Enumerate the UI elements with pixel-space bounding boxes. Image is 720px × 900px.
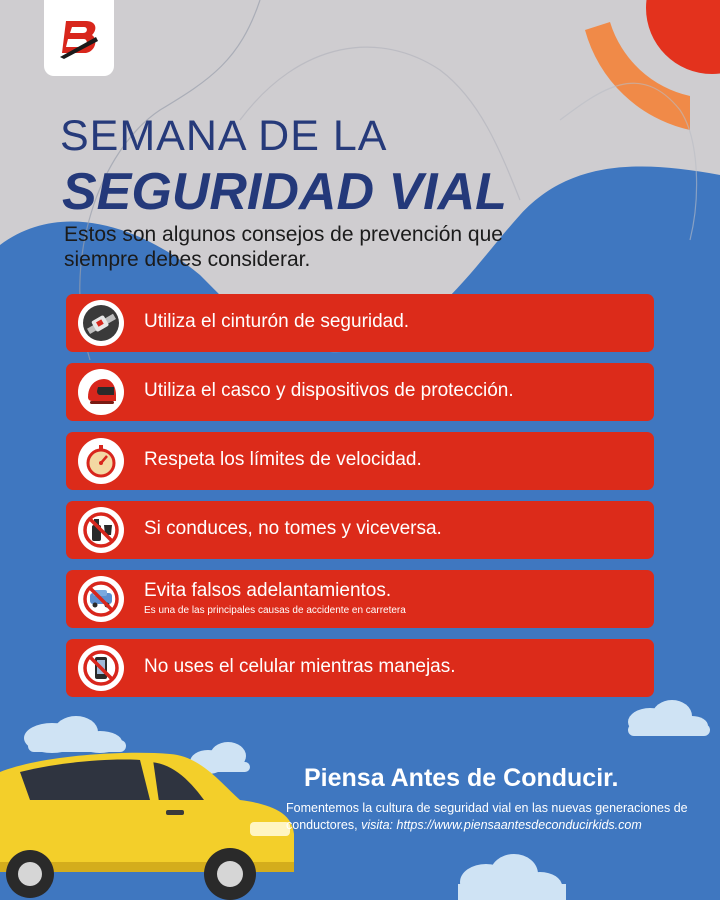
tip-label: Si conduces, no tomes y viceversa.: [144, 518, 442, 539]
page-title-line2: SEGURIDAD VIAL: [62, 163, 507, 221]
no-overtaking-icon: [78, 576, 124, 622]
no-phone-icon: [78, 645, 124, 691]
tip-seatbelt: [66, 294, 654, 352]
brand-logo: [44, 0, 114, 76]
footer-description: [286, 800, 716, 834]
bridgestone-b-logo-icon: [56, 17, 102, 61]
tips-list: [66, 294, 654, 708]
tip-no-phone: [66, 639, 654, 697]
footer-visit-label: visita:: [361, 818, 394, 832]
tip-no-alcohol: [66, 501, 654, 559]
footer-title: Piensa Antes de Conducir.: [304, 764, 619, 792]
no-alcohol-icon: [78, 507, 124, 553]
tip-label: Utiliza el casco y dispositivos de protección.: [144, 380, 514, 401]
car-illustration: [0, 742, 300, 900]
page-title-line1: SEMANA DE LA: [60, 112, 388, 160]
tip-helmet: [66, 363, 654, 421]
seatbelt-icon: [78, 300, 124, 346]
footer-url-link[interactable]: https://www.piensaantesdeconducirkids.com: [396, 818, 642, 832]
helmet-icon: [78, 369, 124, 415]
intro-text: Estos son algunos consejos de prevención que siempre debes considerar.: [64, 223, 503, 271]
tip-label: No uses el celular mientras manejas.: [144, 656, 456, 677]
tip-label: Utiliza el cinturón de seguridad.: [144, 311, 410, 332]
tip-no-overtaking: [66, 570, 654, 628]
footer-description-text: Fomentemos la cultura de seguridad vial en las nuevas generaciones de conductores,: [286, 801, 688, 832]
tip-label: Respeta los límites de velocidad.: [144, 449, 422, 470]
tip-sublabel: Es una de las principales causas de accidente en carretera: [144, 605, 406, 616]
tip-speed: [66, 432, 654, 490]
tip-label: Evita falsos adelantamientos.: [144, 580, 392, 601]
speedometer-icon: [78, 438, 124, 484]
